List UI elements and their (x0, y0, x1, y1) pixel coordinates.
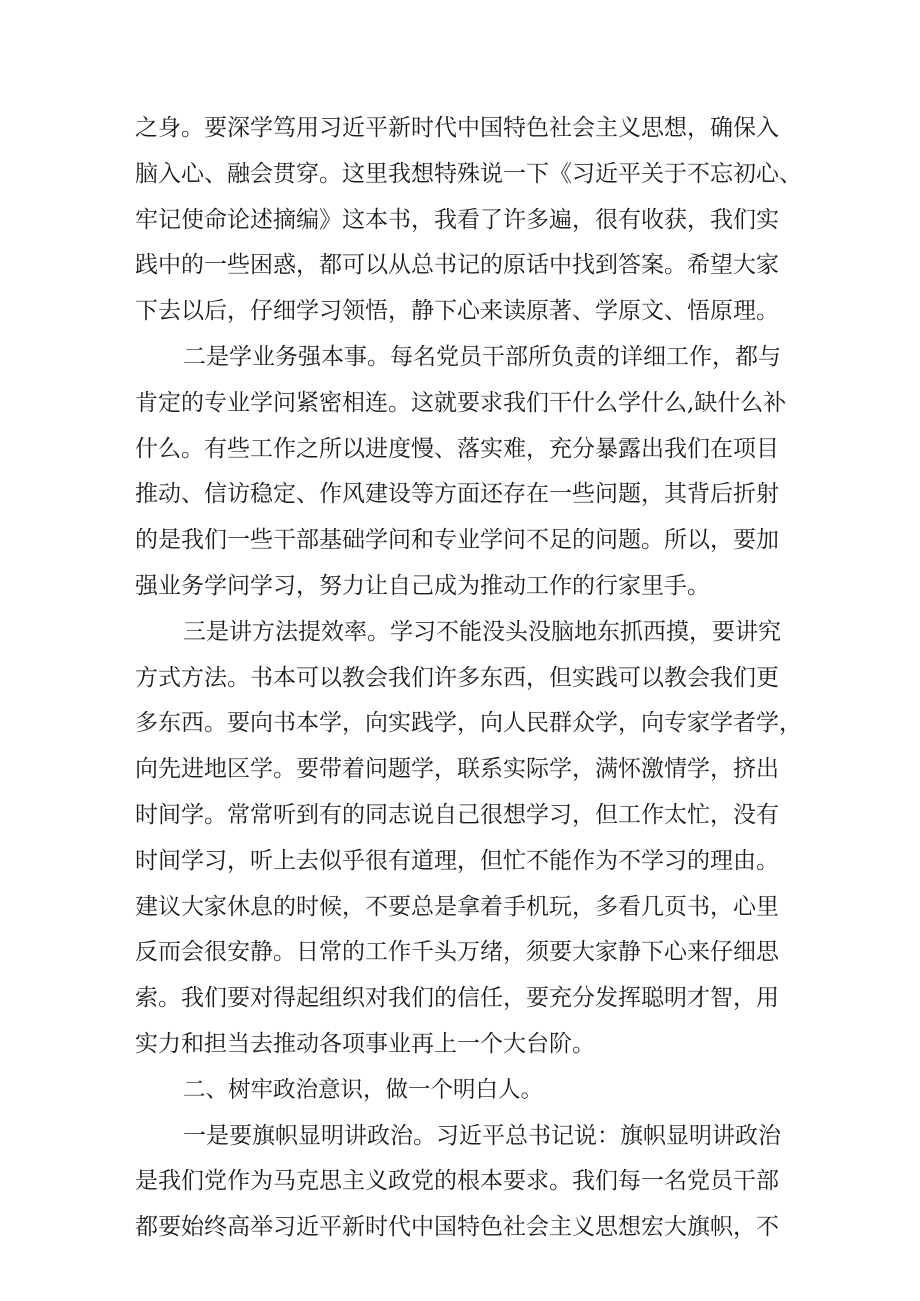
text-line: 脑入心、融会贯穿。这里我想特殊说一下《习近平关于不忘初心、 (135, 160, 802, 187)
text-line: 肯定的专业学问紧密相连。这就要求我们干什么学什么,缺什么补 (135, 389, 787, 416)
text-line: 强业务学问学习，努力让自己成为推动工作的行家里手。 (135, 572, 710, 599)
text-line: 下去以后，仔细学习领悟，静下心来读原著、学原文、悟原理。 (135, 298, 779, 325)
text-line: 时间学习，听上去似乎很有道理，但忙不能作为不学习的理由。 (135, 847, 779, 874)
text-line: 什么。有些工作之所以进度慢、落实难，充分暴露出我们在项目 (135, 435, 779, 462)
paragraph-start-line: 二是学业务强本事。每名党员干部所负责的详细工作，都与 (183, 343, 781, 370)
text-line: 践中的一些困惑，都可以从总书记的原话中找到答案。希望大家 (135, 252, 779, 279)
document-body (135, 106, 802, 1251)
text-line: 索。我们要对得起组织对我们的信任，要充分发挥聪明才智，用 (135, 985, 779, 1012)
text-line: 推动、信访稳定、作风建设等方面还存在一些问题，其背后折射 (135, 481, 779, 508)
text-line: 向先进地区学。要带着问题学，联系实际学，满怀激情学，挤出 (135, 756, 779, 783)
text-line: 是我们党作为马克思主义政党的根本要求。我们每一名党员干部 (135, 1168, 779, 1195)
text-line: 多东西。要向书本学，向实践学，向人民群众学，向专家学者学， (135, 710, 802, 737)
text-line: 的是我们一些干部基础学问和专业学问不足的问题。所以，要加 (135, 527, 779, 554)
text-line: 都要始终高举习近平新时代中国特色社会主义思想宏大旗帜，不 (135, 1214, 779, 1241)
text-line: 之身。要深学笃用习近平新时代中国特色社会主义思想，确保入 (135, 115, 779, 141)
text-line: 反而会很安静。日常的工作千头万绪，须要大家静下心来仔细思 (135, 939, 779, 966)
text-line: 实力和担当去推动各项事业再上一个大台阶。 (135, 1030, 595, 1057)
text-line: 牢记使命论述摘编》这本书，我看了许多遍，很有收获，我们实 (135, 206, 779, 233)
section-heading: 二、树牢政治意识，做一个明白人。 (183, 1076, 544, 1103)
text-line: 时间学。常常听到有的同志说自己很想学习，但工作太忙，没有 (135, 801, 779, 828)
text-line: 建议大家休息的时候，不要总是拿着手机玩，多看几页书，心里 (135, 893, 779, 920)
paragraph-start-line: 三是讲方法提效率。学习不能没头没脑地东抓西摸，要讲究 (183, 618, 781, 645)
text-line: 方式方法。书本可以教会我们许多东西，但实践可以教会我们更 (135, 664, 779, 691)
paragraph-start-line: 一是要旗帜显明讲政治。习近平总书记说：旗帜显明讲政治 (183, 1122, 781, 1149)
